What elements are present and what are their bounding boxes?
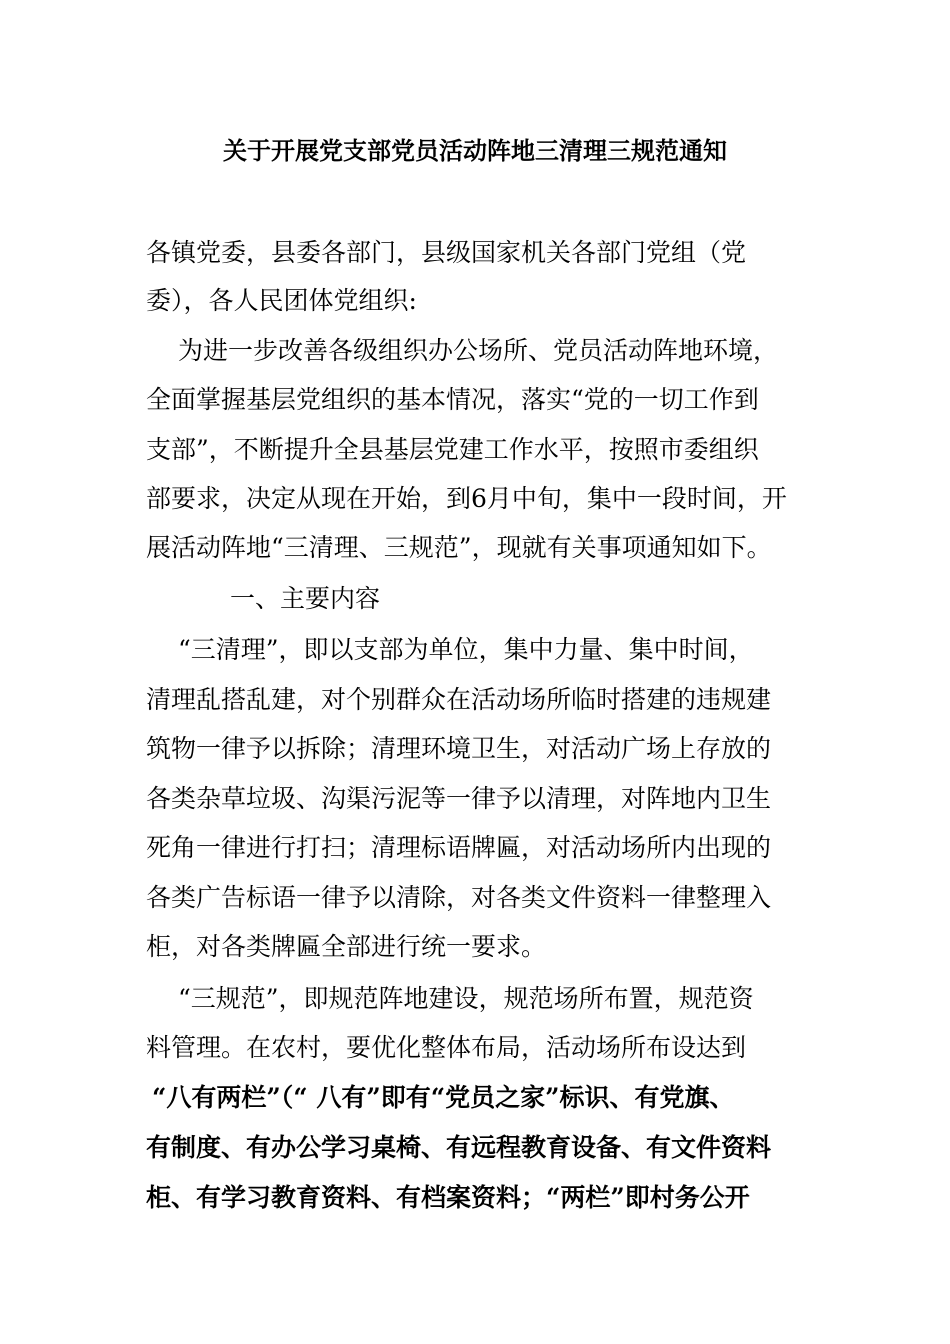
text-line: 清理乱搭乱建，对个别群众在活动场所临时搭建的违规建	[146, 685, 772, 714]
text-line: 料管理。在农村，要优化整体布局，活动场所布设达到	[146, 1033, 747, 1062]
text-line-bold: “八有两栏”（“ 八有”即有“党员之家”标识、有党旗、	[152, 1083, 735, 1112]
text-line: 各类广告标语一律予以清除，对各类文件资料一律整理入	[146, 883, 772, 912]
text-line: “三规范”，即规范阵地建设，规范场所布置，规范资	[178, 984, 754, 1013]
text-line: 全面掌握基层党组织的基本情况，落实“党的一切工作到	[146, 385, 759, 414]
text-line: 部要求，决定从现在开始，到6月中旬，集中一段时间，开	[146, 484, 787, 513]
document-title: 关于开展党支部党员活动阵地三清理三规范通知	[223, 136, 727, 165]
text-line: “三清理”，即以支部为单位，集中力量、集中时间，	[178, 635, 754, 664]
text-line: 柜，对各类牌匾全部进行统一要求。	[146, 932, 547, 961]
text-line: 支部”，不断提升全县基层党建工作水平，按照市委组织	[146, 435, 759, 464]
text-line: 死角一律进行打扫；清理标语牌匾，对活动场所内出现的	[146, 833, 772, 862]
text-line-bold: 有制度、有办公学习桌椅、有远程教育设备、有文件资料	[146, 1133, 772, 1162]
text-line: 展活动阵地“三清理、三规范”，现就有关事项通知如下。	[146, 533, 772, 562]
text-line: 各类杂草垃圾、沟渠污泥等一律予以清理，对阵地内卫生	[146, 784, 772, 813]
text-line: 各镇党委，县委各部门，县级国家机关各部门党组（党	[146, 238, 747, 267]
text-line: 为进一步改善各级组织办公场所、党员活动阵地环境，	[178, 336, 779, 365]
text-line: 委），各人民团体党组织:	[146, 286, 417, 315]
text-line-bold: 柜、有学习教育资料、有档案资料；“两栏”即村务公开	[146, 1183, 750, 1212]
text-line: 筑物一律予以拆除；清理环境卫生，对活动广场上存放的	[146, 734, 772, 763]
section-heading: 一、主要内容	[230, 584, 381, 613]
